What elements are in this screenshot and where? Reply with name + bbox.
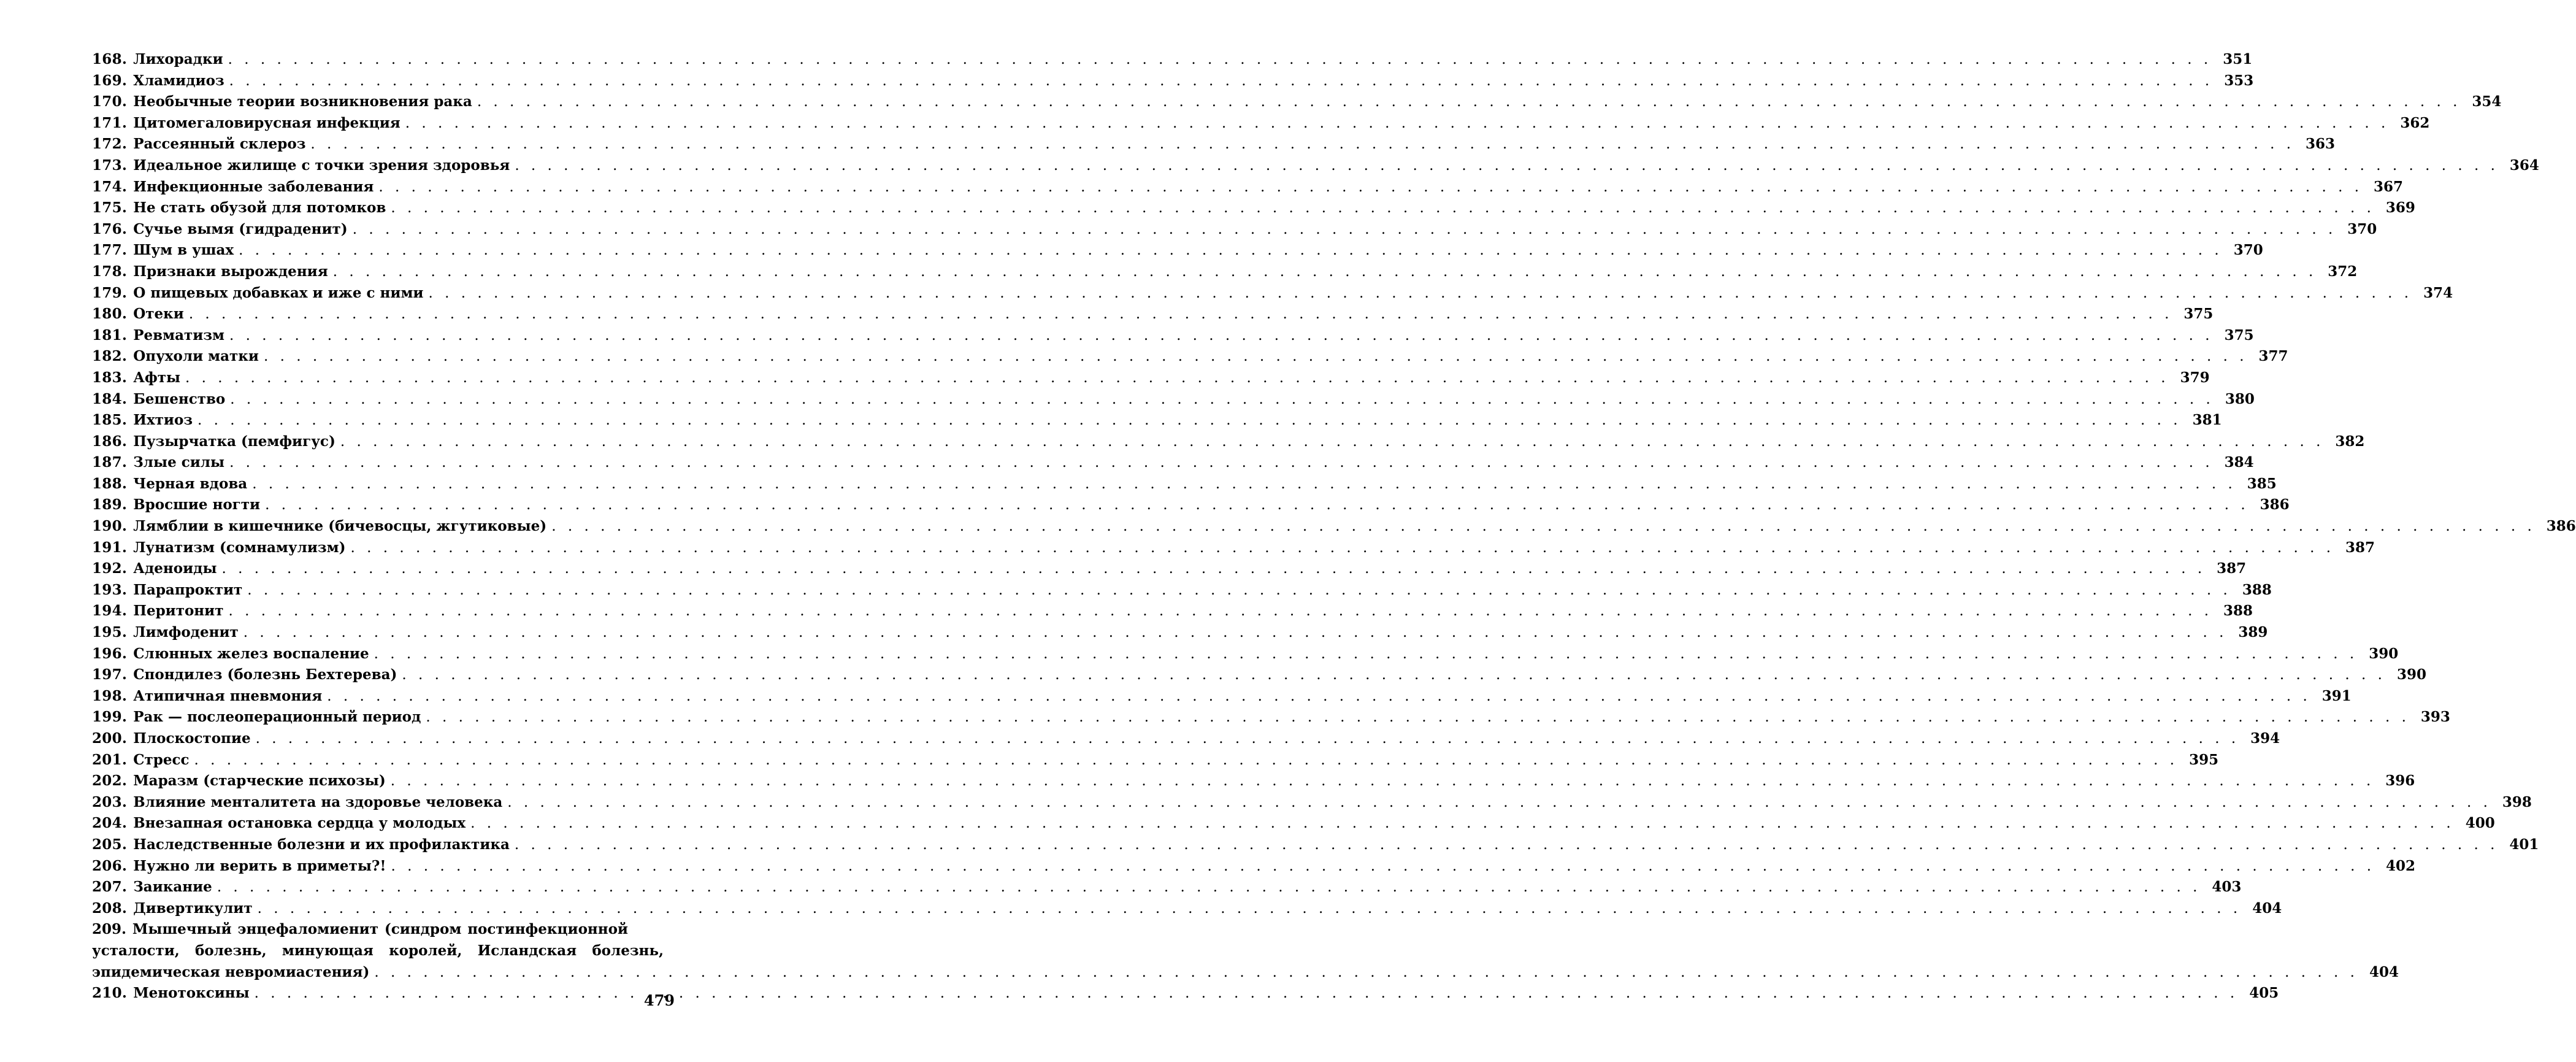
toc-entry-number: 184. xyxy=(92,390,128,407)
toc-entry-page: 390 xyxy=(2396,666,2426,683)
leader-dots xyxy=(230,389,2214,410)
toc-entry xyxy=(92,219,2377,240)
toc-entry-page: 400 xyxy=(2465,815,2495,832)
toc-entry-title: Инфекционные заболевания xyxy=(133,178,374,195)
toc-entry-page: 403 xyxy=(2212,879,2242,896)
toc-entry-title: Дивертикулит xyxy=(133,899,253,917)
toc-entry-title: Лунатизм (сомнамулизм) xyxy=(133,539,346,556)
toc-entry-209-line-2 xyxy=(92,941,664,962)
toc-entry xyxy=(92,71,2254,92)
toc-entry-number: 196. xyxy=(92,645,128,662)
toc-entry-page: 374 xyxy=(2423,284,2453,301)
toc-entry xyxy=(92,664,2426,686)
leader-dots xyxy=(194,750,2179,771)
toc-entry-title: Пузырчатка (пемфигус) xyxy=(133,433,335,450)
toc-entry-title: Ревматизм xyxy=(133,326,224,344)
leader-dots xyxy=(247,580,2231,601)
toc-entry-number: 202. xyxy=(92,772,128,790)
leader-dots xyxy=(228,49,2212,71)
toc-entry-page: 367 xyxy=(2374,178,2404,195)
toc-entry-title: Стресс xyxy=(133,751,190,768)
toc-entry-page: 404 xyxy=(2252,899,2282,917)
toc-entry-number: 198. xyxy=(92,687,128,704)
toc-entry xyxy=(92,580,2272,601)
toc-entry-page: 362 xyxy=(2400,114,2430,131)
toc-entry xyxy=(92,91,2502,113)
toc-entry-title: Афты xyxy=(133,369,181,386)
toc-entry-title: Вросшие ногти xyxy=(133,496,261,514)
toc-entry-number: 176. xyxy=(92,220,128,237)
toc-entry xyxy=(92,113,2430,134)
leader-dots xyxy=(515,155,2499,177)
toc-entry xyxy=(92,389,2255,410)
toc-entry-number: 174. xyxy=(92,178,128,195)
toc-entry-number: 191. xyxy=(92,539,128,556)
toc-entry-page: 381 xyxy=(2192,412,2222,429)
toc-entry xyxy=(92,155,2539,177)
toc-entry-209 xyxy=(92,919,2399,983)
toc-entry xyxy=(92,474,2277,495)
leader-dots xyxy=(229,71,2214,92)
toc-entry-number: 201. xyxy=(92,751,128,768)
toc-entry-number: 189. xyxy=(92,496,128,514)
leader-dots xyxy=(239,240,2223,261)
toc-entry-number: 204. xyxy=(92,815,128,832)
toc-entry-number: 194. xyxy=(92,602,128,620)
leader-dots xyxy=(470,813,2455,834)
toc-entry-page: 375 xyxy=(2224,326,2254,344)
toc-entry-title: Маразм (старческие психозы) xyxy=(133,772,386,790)
leader-dots xyxy=(378,177,2363,198)
toc-entry-page: 382 xyxy=(2335,433,2365,450)
toc-entry-number: 173. xyxy=(92,156,128,174)
leader-dots xyxy=(340,431,2325,453)
toc-entry xyxy=(92,644,2399,665)
leader-dots xyxy=(229,452,2214,474)
toc-entry-title: Бешенство xyxy=(133,390,226,407)
toc-entry-title: О пищевых добавках и иже с ними xyxy=(133,284,424,301)
toc-entry xyxy=(92,198,2415,219)
toc-entry-title: Цитомегаловирусная инфекция xyxy=(133,114,401,131)
leader-dots xyxy=(477,91,2461,113)
leader-dots xyxy=(185,367,2169,389)
toc-entry-page: 401 xyxy=(2509,836,2539,853)
toc-entry-title: Атипичная пневмония xyxy=(133,687,323,704)
toc-entry xyxy=(92,49,2253,71)
leader-dots xyxy=(264,346,2248,367)
toc-entry-page: 377 xyxy=(2258,348,2288,365)
toc-entry-title: Хламидиоз xyxy=(133,72,224,89)
toc-entry-page: 354 xyxy=(2472,93,2502,110)
toc-entry xyxy=(92,601,2253,622)
toc-entry-title: Слюнных желез воспаление xyxy=(133,645,369,662)
toc-entry-number: 210. xyxy=(92,985,128,1002)
toc-entry-page: 386 xyxy=(2260,496,2290,514)
toc-entry-page: 351 xyxy=(2223,51,2253,67)
toc-entry xyxy=(92,516,2576,537)
leader-dots xyxy=(429,283,2413,304)
toc-entry-title-part: эпидемическая невромиастения) xyxy=(92,963,370,980)
toc-entry-title: Заикание xyxy=(133,879,212,896)
toc-entry-title: Рассеянный склероз xyxy=(133,136,306,153)
toc-entry-title: Шум в ушах xyxy=(133,242,234,259)
leader-dots xyxy=(256,728,2240,750)
leader-dots xyxy=(507,792,2491,814)
toc-entry-page: 370 xyxy=(2347,220,2377,237)
toc-entry-page: 353 xyxy=(2224,72,2254,89)
toc-entry-title: Влияние менталитета на здоровье человека xyxy=(133,793,503,810)
toc-entry-number: 208. xyxy=(92,899,128,917)
toc-entry-title: Отеки xyxy=(133,306,184,323)
toc-entry-number: 207. xyxy=(92,879,128,896)
toc-entry-title-part: Мышечный энцефаломиенит (синдром постинфекционной xyxy=(132,921,628,938)
toc-entry-page: 380 xyxy=(2225,390,2255,407)
toc-entry-number: 168. xyxy=(92,51,128,67)
toc-entry-number: 170. xyxy=(92,93,128,110)
leader-dots xyxy=(402,664,2386,686)
toc-entry-page: 372 xyxy=(2328,263,2358,280)
toc-entry-title: Менотоксины xyxy=(133,985,250,1002)
toc-entry-page: 369 xyxy=(2385,199,2415,217)
toc-entries xyxy=(92,49,2576,919)
toc-entry xyxy=(92,622,2268,644)
toc-entry xyxy=(92,771,2415,792)
leader-dots xyxy=(391,856,2375,877)
toc-entry-number: 197. xyxy=(92,666,128,683)
toc-entry xyxy=(92,452,2254,474)
toc-entry-page: 391 xyxy=(2321,687,2352,704)
toc-entry-page: 385 xyxy=(2247,475,2277,492)
toc-entry-page: 396 xyxy=(2385,772,2415,790)
toc-entry-number: 203. xyxy=(92,793,128,810)
toc-entry-209-line-3 xyxy=(92,962,2399,983)
toc-entry-title: Злые силы xyxy=(133,454,225,471)
leader-dots xyxy=(333,261,2317,283)
toc-entry-title: Лямблии в кишечнике (бичевосцы, жгутиковые) xyxy=(133,518,547,535)
leader-dots xyxy=(258,898,2242,920)
toc-entry-number: 179. xyxy=(92,284,128,301)
toc-entry-page: 398 xyxy=(2502,793,2532,810)
leader-dots xyxy=(189,304,2173,325)
toc-entry-page: 389 xyxy=(2238,624,2268,641)
toc-entry-number: 172. xyxy=(92,136,128,153)
toc-entry xyxy=(92,304,2214,325)
toc-entry-title: Лимфоденит xyxy=(133,624,239,641)
toc-entry xyxy=(92,134,2336,155)
toc-entry-title: Идеальное жилище с точки зрения здоровья xyxy=(133,156,510,174)
leader-dots xyxy=(243,622,2228,644)
toc-entry-number: 169. xyxy=(92,72,128,89)
toc-entry-title: Черная вдова xyxy=(133,475,248,492)
toc-entry-page: 363 xyxy=(2306,136,2336,153)
toc-entry-number: 187. xyxy=(92,454,128,471)
toc-entry-number: 206. xyxy=(92,857,128,874)
toc-entry xyxy=(92,558,2247,580)
toc-entry-number: 190. xyxy=(92,518,128,535)
toc-entry-title: Признаки вырождения xyxy=(133,263,328,280)
toc-entry-number: 186. xyxy=(92,433,128,450)
toc-entry xyxy=(92,856,2416,877)
toc-entry xyxy=(92,686,2352,707)
toc-entry xyxy=(92,410,2222,431)
toc-entry-209-line-1 xyxy=(92,919,664,941)
toc-entry-title: Необычные теории возникновения рака xyxy=(133,93,472,110)
toc-entry xyxy=(92,261,2358,283)
toc-entry-title: Рак — послеоперационный период xyxy=(133,709,421,726)
toc-entry-page: 402 xyxy=(2386,857,2416,874)
toc-entry-number: 185. xyxy=(92,412,128,429)
toc-entry-page: 387 xyxy=(2345,539,2375,556)
toc-entry-number: 180. xyxy=(92,306,128,323)
toc-entry-title-part: усталости, болезнь, минующая королей, Исландская болезнь, xyxy=(92,942,664,959)
toc-entry xyxy=(92,537,2375,559)
leader-dots xyxy=(310,134,2294,155)
page-number: 479 xyxy=(643,991,675,1009)
toc-entry-page: 390 xyxy=(2369,645,2399,662)
toc-entry-title: Аденоиды xyxy=(133,560,217,577)
toc-entry xyxy=(92,877,2242,898)
leader-dots xyxy=(265,494,2249,516)
toc-entry-number: 178. xyxy=(92,263,128,280)
toc-entry-title: Плоскостопие xyxy=(133,730,251,747)
toc-entry-number: 181. xyxy=(92,326,128,344)
toc-entry-page: 379 xyxy=(2180,369,2210,386)
toc-entry xyxy=(92,813,2495,834)
leader-dots xyxy=(327,686,2311,707)
toc-entry-number: 177. xyxy=(92,242,128,259)
toc-entry xyxy=(92,750,2219,771)
toc-entry xyxy=(92,240,2263,261)
toc-entry xyxy=(92,494,2290,516)
leader-dots xyxy=(405,113,2390,134)
toc-entry-number: 200. xyxy=(92,730,128,747)
leader-dots xyxy=(391,198,2375,219)
toc-entry-number: 171. xyxy=(92,114,128,131)
toc-entry-page: 404 xyxy=(2369,963,2399,980)
toc-entry-number: 192. xyxy=(92,560,128,577)
leader-dots xyxy=(350,537,2334,559)
leader-dots xyxy=(255,983,2239,1004)
leader-dots xyxy=(252,474,2236,495)
toc-entry-number: 209. xyxy=(92,921,127,938)
toc-entry-page: 405 xyxy=(2249,985,2279,1002)
toc-entry-number: 199. xyxy=(92,709,128,726)
leader-dots xyxy=(374,644,2358,665)
leader-dots xyxy=(374,962,2358,983)
leader-dots xyxy=(551,516,2536,537)
toc-entry xyxy=(92,367,2210,389)
leader-dots xyxy=(217,877,2201,898)
toc-entry-number: 205. xyxy=(92,836,128,853)
leader-dots xyxy=(222,558,2206,580)
toc-entry-number: 175. xyxy=(92,199,128,217)
toc-entry-number: 183. xyxy=(92,369,128,386)
toc-entry xyxy=(92,834,2539,856)
toc-entry-title: Нужно ли верить в приметы?! xyxy=(133,857,386,874)
toc-entry-title: Сучье вымя (гидраденит) xyxy=(133,220,348,237)
toc-entry-page: 395 xyxy=(2189,751,2219,768)
toc-entry xyxy=(92,283,2453,304)
toc-entry-page: 387 xyxy=(2217,560,2247,577)
toc-entry-title: Не стать обузой для потомков xyxy=(133,199,386,217)
toc-entry xyxy=(92,431,2365,453)
toc-entry-title: Опухоли матки xyxy=(133,348,259,365)
leader-dots xyxy=(228,601,2212,622)
toc-entry-page: 375 xyxy=(2183,306,2214,323)
leader-dots xyxy=(426,707,2410,728)
toc-entry xyxy=(92,707,2450,728)
toc-entry-title: Наследственные болезни и их профилактика xyxy=(133,836,510,853)
toc-entry xyxy=(92,325,2254,347)
toc-entry-title: Ихтиоз xyxy=(133,412,193,429)
toc-entry xyxy=(92,792,2532,814)
leader-dots xyxy=(197,410,2182,431)
toc-entry-page: 388 xyxy=(2223,602,2253,620)
toc-entry-page: 394 xyxy=(2250,730,2280,747)
toc-entry-title: Внезапная остановка сердца у молодых xyxy=(133,815,466,832)
toc-entry-title: Спондилез (болезнь Бехтерева) xyxy=(133,666,397,683)
toc-entry xyxy=(92,898,2282,920)
toc-entry xyxy=(92,346,2288,367)
toc-entry xyxy=(92,177,2404,198)
leader-dots xyxy=(229,325,2214,347)
toc-entry-number: 182. xyxy=(92,348,128,365)
leader-dots xyxy=(515,834,2499,856)
toc-entry-title: Парапроктит xyxy=(133,581,243,598)
toc-entry xyxy=(92,728,2280,750)
leader-dots xyxy=(353,219,2337,240)
toc-entry-number: 193. xyxy=(92,581,128,598)
toc-entry-title: Лихорадки xyxy=(133,51,223,67)
toc-entry-number: 188. xyxy=(92,475,128,492)
toc-entry-page: 384 xyxy=(2224,454,2254,471)
toc-entry-number: 195. xyxy=(92,624,128,641)
toc-entry-page: 393 xyxy=(2420,709,2450,726)
toc-entry-page: 370 xyxy=(2233,242,2263,259)
toc-entry-page: 388 xyxy=(2242,581,2272,598)
toc-entry-page: 364 xyxy=(2509,156,2539,174)
leader-dots xyxy=(391,771,2375,792)
toc-entry-title: Перитонит xyxy=(133,602,224,620)
toc-entry-page: 386 xyxy=(2546,518,2576,535)
